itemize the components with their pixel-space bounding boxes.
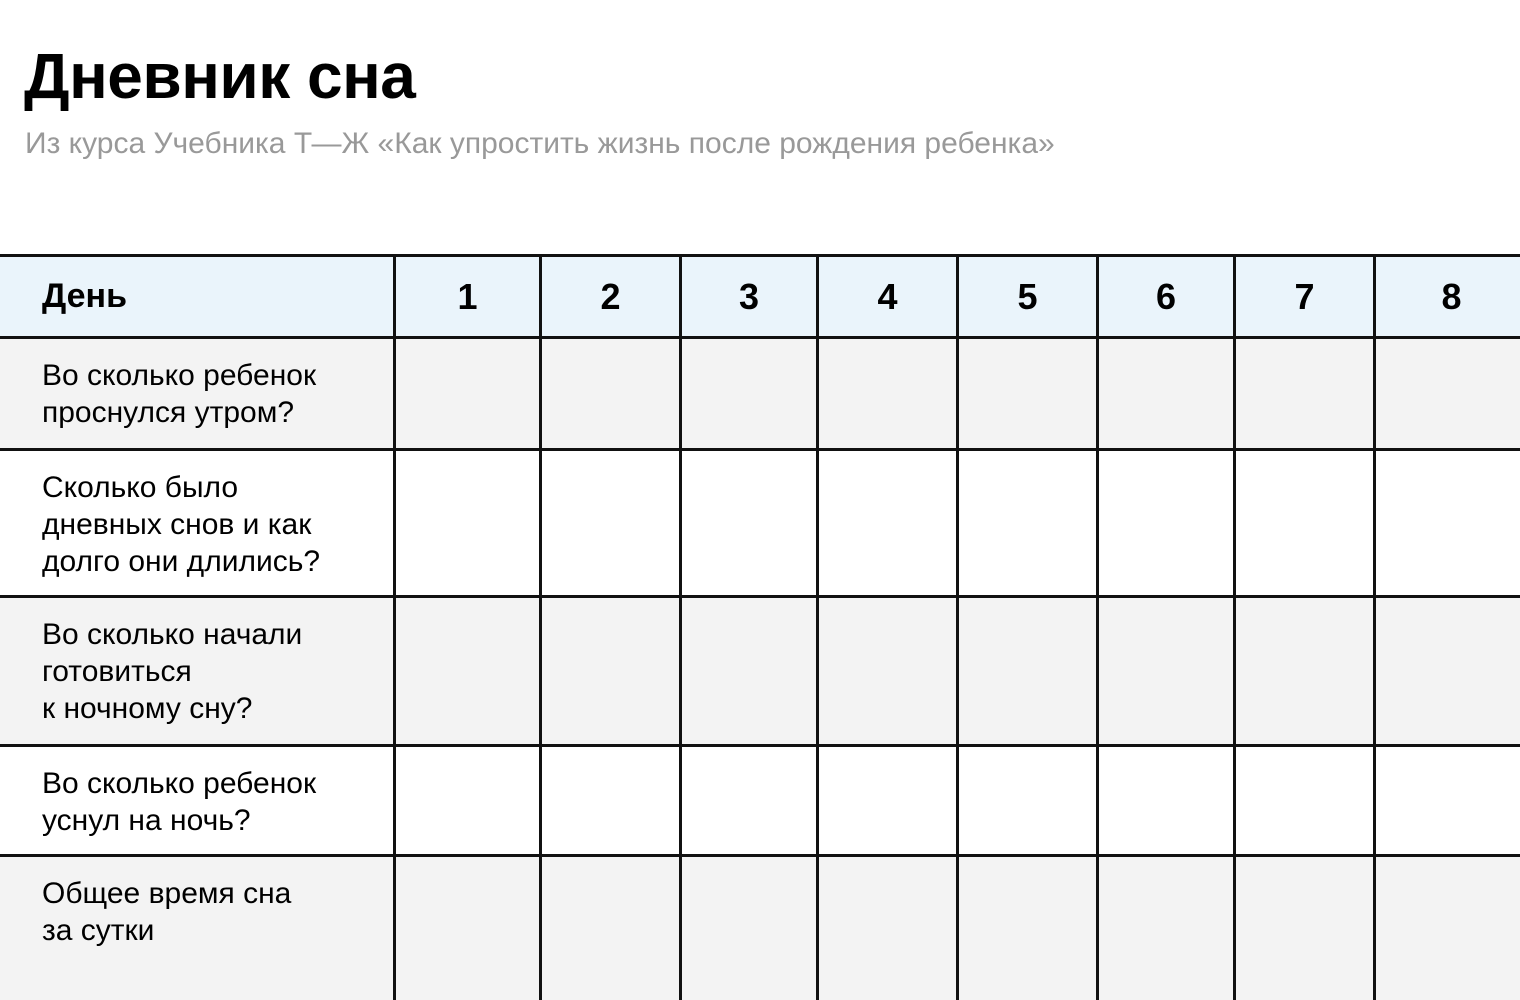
table-row [0, 450, 1520, 597]
entry-cell[interactable] [818, 856, 958, 1000]
entry-cell[interactable] [395, 338, 541, 450]
entry-cell[interactable] [681, 856, 818, 1000]
entry-cell[interactable] [958, 856, 1098, 1000]
entry-cell[interactable] [1235, 856, 1375, 1000]
entry-cell[interactable] [1235, 450, 1375, 597]
entry-cell[interactable] [395, 746, 541, 856]
entry-cell[interactable] [541, 450, 681, 597]
entry-cell[interactable] [541, 597, 681, 746]
entry-cell[interactable] [681, 338, 818, 450]
entry-cell[interactable] [1375, 856, 1520, 1000]
day-column-6: 6 [1098, 256, 1235, 338]
table-header-row [0, 256, 1520, 338]
row-question: Во сколько начали готовиться к ночному сну? [0, 597, 395, 746]
row-question: Общее время сна за сутки [0, 856, 395, 1000]
row-question: Сколько было дневных снов и как долго они длились? [0, 450, 395, 597]
day-column-4: 4 [818, 256, 958, 338]
entry-cell[interactable] [1098, 746, 1235, 856]
entry-cell[interactable] [818, 450, 958, 597]
entry-cell[interactable] [541, 746, 681, 856]
entry-cell[interactable] [1098, 597, 1235, 746]
entry-cell[interactable] [1098, 450, 1235, 597]
table-row [0, 338, 1520, 450]
entry-cell[interactable] [1375, 338, 1520, 450]
entry-cell[interactable] [395, 450, 541, 597]
entry-cell[interactable] [395, 856, 541, 1000]
entry-cell[interactable] [818, 338, 958, 450]
entry-cell[interactable] [958, 597, 1098, 746]
day-column-5: 5 [958, 256, 1098, 338]
page-subtitle: Из курса Учебника Т—Ж «Как упростить жизнь после рождения ребенка» [25, 127, 1055, 160]
day-column-1: 1 [395, 256, 541, 338]
entry-cell[interactable] [681, 746, 818, 856]
day-header: День [0, 256, 395, 338]
day-column-3: 3 [681, 256, 818, 338]
entry-cell[interactable] [395, 597, 541, 746]
day-column-7: 7 [1235, 256, 1375, 338]
entry-cell[interactable] [1375, 450, 1520, 597]
day-column-2: 2 [541, 256, 681, 338]
row-question: Во сколько ребенок уснул на ночь? [0, 746, 395, 856]
day-column-8: 8 [1375, 256, 1520, 338]
row-question: Во сколько ребенок проснулся утром? [0, 338, 395, 450]
entry-cell[interactable] [1235, 338, 1375, 450]
table-row [0, 746, 1520, 856]
entry-cell[interactable] [818, 597, 958, 746]
entry-cell[interactable] [958, 450, 1098, 597]
table-row [0, 856, 1520, 1000]
entry-cell[interactable] [1235, 597, 1375, 746]
entry-cell[interactable] [1098, 856, 1235, 1000]
entry-cell[interactable] [1375, 746, 1520, 856]
entry-cell[interactable] [1235, 746, 1375, 856]
entry-cell[interactable] [681, 450, 818, 597]
table-row [0, 597, 1520, 746]
entry-cell[interactable] [958, 338, 1098, 450]
entry-cell[interactable] [541, 338, 681, 450]
entry-cell[interactable] [1098, 338, 1235, 450]
entry-cell[interactable] [1375, 597, 1520, 746]
sleep-diary-table [0, 254, 1520, 1000]
entry-cell[interactable] [958, 746, 1098, 856]
entry-cell[interactable] [818, 746, 958, 856]
entry-cell[interactable] [541, 856, 681, 1000]
page-title: Дневник сна [24, 40, 416, 112]
entry-cell[interactable] [681, 597, 818, 746]
